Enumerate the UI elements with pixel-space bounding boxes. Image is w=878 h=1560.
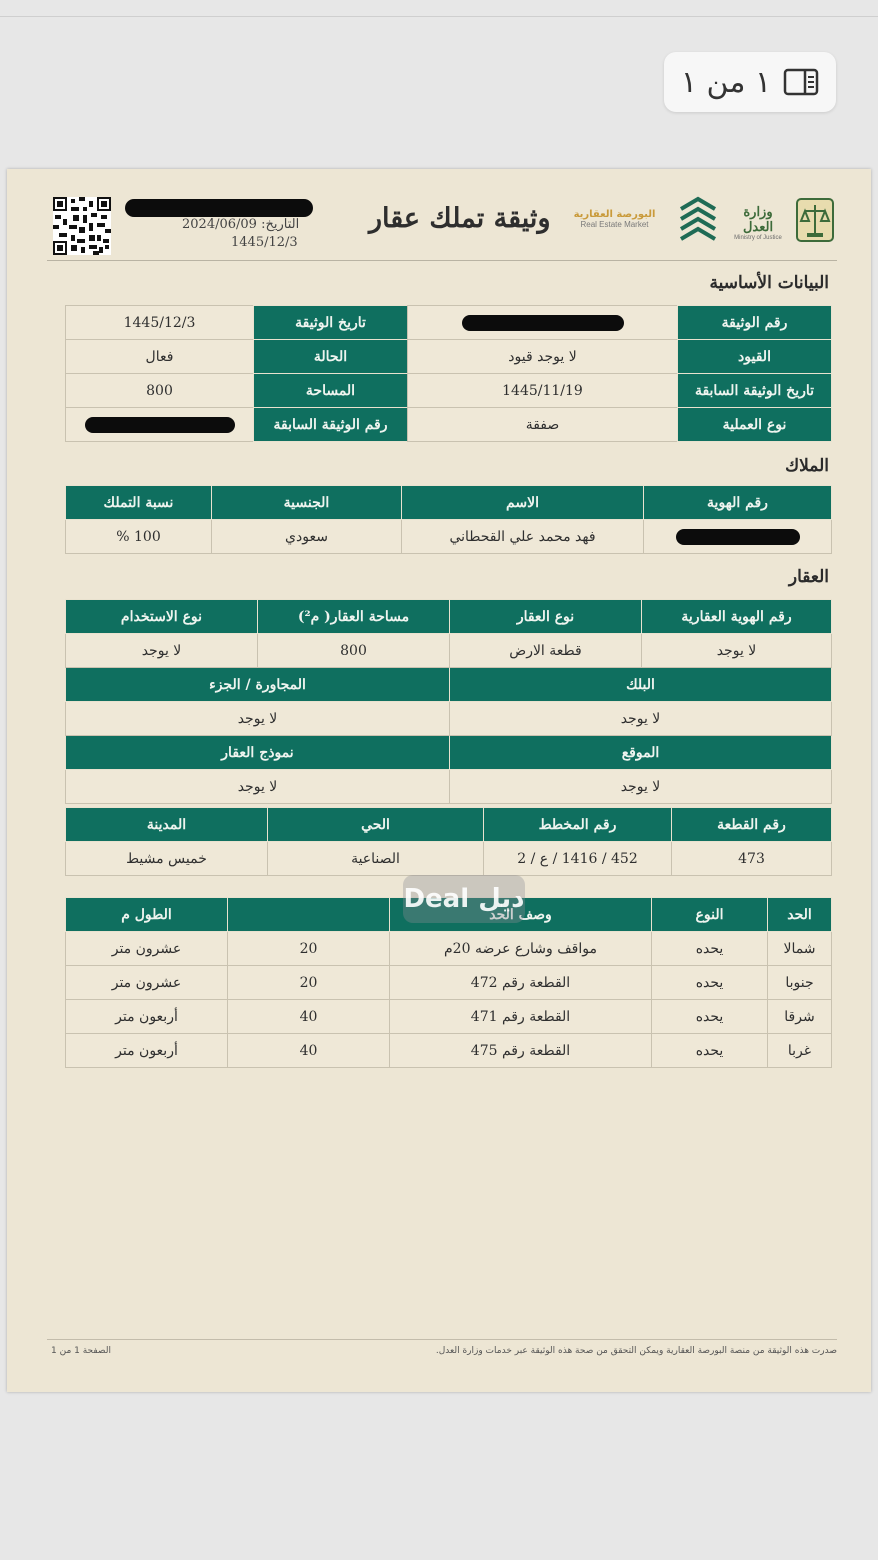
table-row: شرقا يحده القطعة رقم 471 40 أربعون متر bbox=[66, 1000, 832, 1034]
sidebar-toggle-icon[interactable] bbox=[783, 68, 819, 96]
table-header-row: الموقع نموذج العقار bbox=[66, 736, 832, 770]
ministry-of-justice-logo: وزارة العدل Ministry of Justice bbox=[734, 205, 782, 241]
table-row: فهد محمد علي القحطاني سعودي 100 % bbox=[66, 520, 832, 554]
table-row: لا يوجد لا يوجد bbox=[66, 770, 832, 804]
table-row: تاريخ الوثيقة السابقة 1445/11/19 المساحة 800 bbox=[66, 374, 832, 408]
owner-id bbox=[644, 520, 832, 554]
table-header-row: رقم القطعة رقم المخطط الحي المدينة bbox=[66, 808, 832, 842]
table-row: لا يوجد قطعة الارض 800 لا يوجد bbox=[66, 634, 832, 668]
table-header-row: رقم الهوية العقارية نوع العقار مساحة العقار( م²) نوع الاستخدام bbox=[66, 600, 832, 634]
ministry-emblem-icon bbox=[795, 197, 835, 243]
header-hijri-date: 1445/12/3 bbox=[231, 235, 298, 250]
real-estate-market-emblem-icon bbox=[675, 195, 721, 245]
table-header-row: رقم الهوية الاسم الجنسية نسبة التملك bbox=[66, 486, 832, 520]
document-header bbox=[47, 187, 837, 261]
redacted-info bbox=[85, 417, 235, 433]
table-row: غربا يحده القطعة رقم 475 40 أربعون متر bbox=[66, 1034, 832, 1068]
page-indicator[interactable] bbox=[664, 52, 836, 112]
table-header-row: البلك المجاورة / الجزء bbox=[66, 668, 832, 702]
footer-page-number: الصفحة 1 من 1 bbox=[51, 1346, 111, 1356]
table-row: جنوبا يحده القطعة رقم 472 20 عشرون متر bbox=[66, 966, 832, 1000]
watermark-logo: Deal دیل bbox=[403, 875, 525, 923]
footer-note: صدرت هذه الوثيقة من منصة البورصة العقارية ويمكن التحقق من صحة هذه الوثيقة عبر خدمات وزارة العدل. bbox=[435, 1346, 837, 1356]
table-row: شمالا يحده مواقف وشارع عرضه 20م 20 عشرون متر bbox=[66, 932, 832, 966]
basic-data-title: البيانات الأساسية bbox=[709, 273, 829, 293]
header-date: التاريخ: 2024/06/09 bbox=[182, 217, 300, 232]
redacted-info bbox=[125, 199, 313, 217]
property-table-1 bbox=[65, 599, 832, 804]
basic-data-table bbox=[65, 305, 832, 442]
document-page bbox=[7, 169, 871, 1392]
owners-title: الملاك bbox=[785, 456, 829, 476]
page-indicator-text: ١ من ١ bbox=[680, 64, 772, 100]
top-divider bbox=[0, 16, 878, 17]
table-row: القيود لا يوجد قيود الحالة فعال bbox=[66, 340, 832, 374]
property-table-2 bbox=[65, 807, 832, 876]
qr-code-icon bbox=[53, 197, 111, 255]
real-estate-market-logo: البورصة العقارية Real Estate Market bbox=[573, 209, 656, 229]
table-row: لا يوجد لا يوجد bbox=[66, 702, 832, 736]
previous-document-number bbox=[66, 408, 254, 442]
document-number bbox=[408, 306, 678, 340]
redacted-info bbox=[462, 315, 624, 331]
property-title: العقار bbox=[788, 567, 829, 587]
owners-table bbox=[65, 485, 832, 554]
table-row: 473 452 / 1416 / ع / 2 الصناعية خميس مشيط bbox=[66, 842, 832, 876]
document-title: وثيقة تملك عقار bbox=[369, 203, 551, 234]
table-row: رقم الوثيقة تاريخ الوثيقة 1445/12/3 bbox=[66, 306, 832, 340]
document-footer bbox=[47, 1339, 837, 1356]
redacted-info bbox=[676, 529, 800, 545]
table-row: نوع العملية صفقة رقم الوثيقة السابقة bbox=[66, 408, 832, 442]
table-header-row: الحد النوع وصف الحد الطول م bbox=[66, 898, 832, 932]
